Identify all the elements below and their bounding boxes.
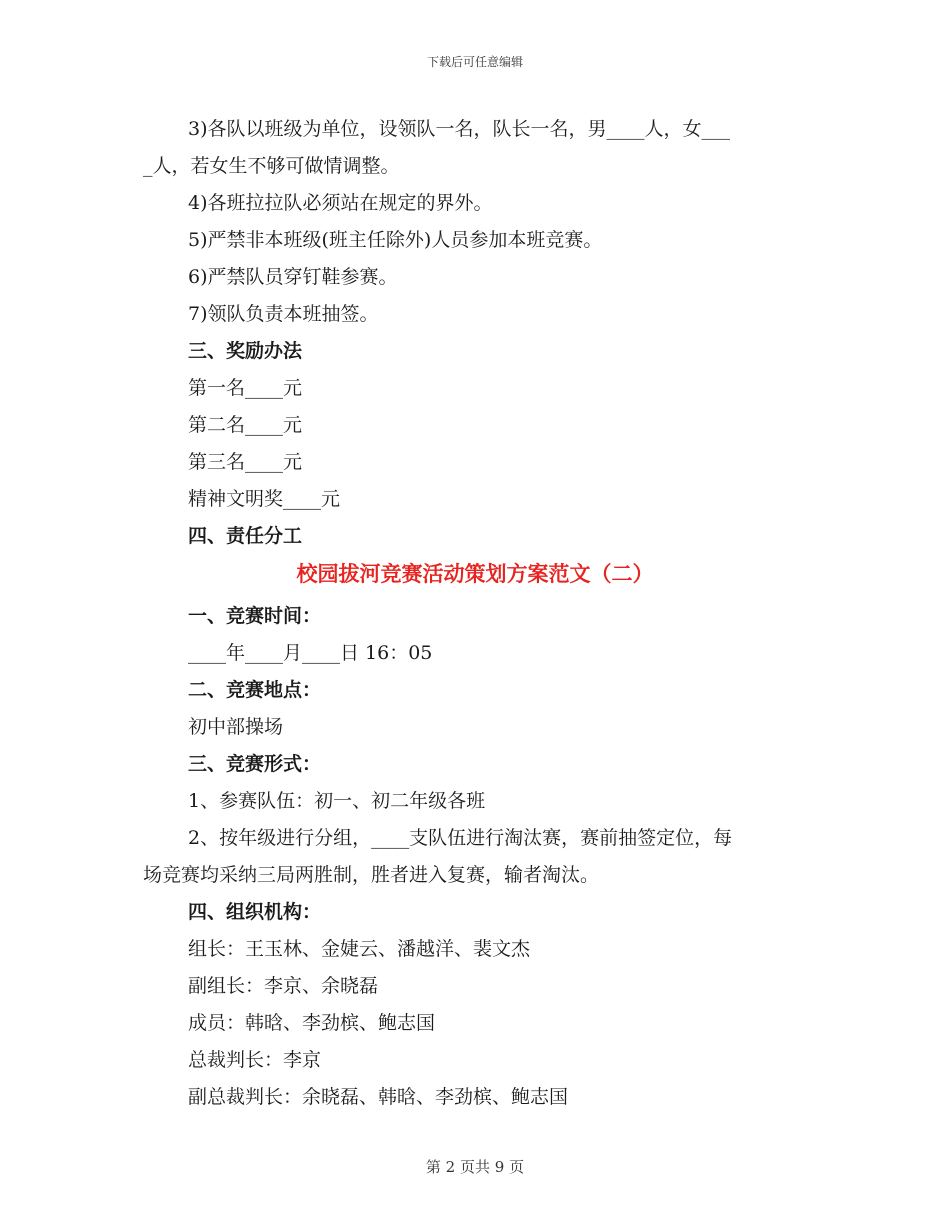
competition-time: ____年____月____日 16：05 (188, 642, 433, 664)
section-heading-rewards: 三、奖励办法 (188, 340, 303, 362)
section-heading-organization: 四、组织机构： (188, 901, 322, 923)
reward-first: 第一名____元 (188, 377, 303, 399)
section-heading-time: 一、竞赛时间： (188, 605, 322, 627)
document-title: 校园拔河竞赛活动策划方案范文（二） (296, 561, 654, 586)
reward-third: 第三名____元 (188, 451, 303, 473)
section-heading-duties: 四、责任分工 (188, 525, 303, 547)
org-leader: 组长：王玉林、金婕云、潘越洋、裴文杰 (188, 938, 531, 960)
section-heading-format: 三、竞赛形式： (188, 753, 322, 775)
reward-spirit: 精神文明奖____元 (188, 488, 341, 510)
org-deputy-leader: 副组长：李京、余晓磊 (188, 975, 379, 997)
reward-second: 第二名____元 (188, 414, 303, 436)
competition-location: 初中部操场 (188, 716, 284, 738)
section-heading-location: 二、竞赛地点： (188, 679, 322, 701)
rule-line-3-cont: _人，若女生不够可做情调整。 (143, 155, 400, 177)
rule-line-6: 6)严禁队员穿钉鞋参赛。 (188, 266, 398, 288)
rule-line-4: 4)各班拉拉队必须站在规定的界外。 (188, 192, 493, 214)
format-item-2-cont: 场竞赛均采纳三局两胜制，胜者进入复赛，输者淘汰。 (143, 864, 600, 886)
org-members: 成员：韩晗、李劲槟、鲍志国 (188, 1012, 436, 1034)
org-chief-referee: 总裁判长：李京 (188, 1049, 322, 1071)
rule-line-3: 3)各队以班级为单位，设领队一名，队长一名，男____人，女___ (188, 118, 731, 140)
org-deputy-chief-referee: 副总裁判长：余晓磊、韩晗、李劲槟、鲍志国 (188, 1086, 569, 1108)
format-item-2: 2、按年级进行分组，____支队伍进行淘汰赛，赛前抽签定位，每 (188, 827, 733, 849)
page-header: 下载后可任意编辑 (426, 55, 523, 69)
rule-line-7: 7)领队负责本班抽签。 (188, 303, 379, 325)
format-item-1: 1、参赛队伍：初一、初二年级各班 (188, 790, 486, 812)
page-footer: 第 2 页共 9 页 (425, 1158, 525, 1176)
rule-line-5: 5)严禁非本班级(班主任除外)人员参加本班竞赛。 (188, 229, 603, 251)
